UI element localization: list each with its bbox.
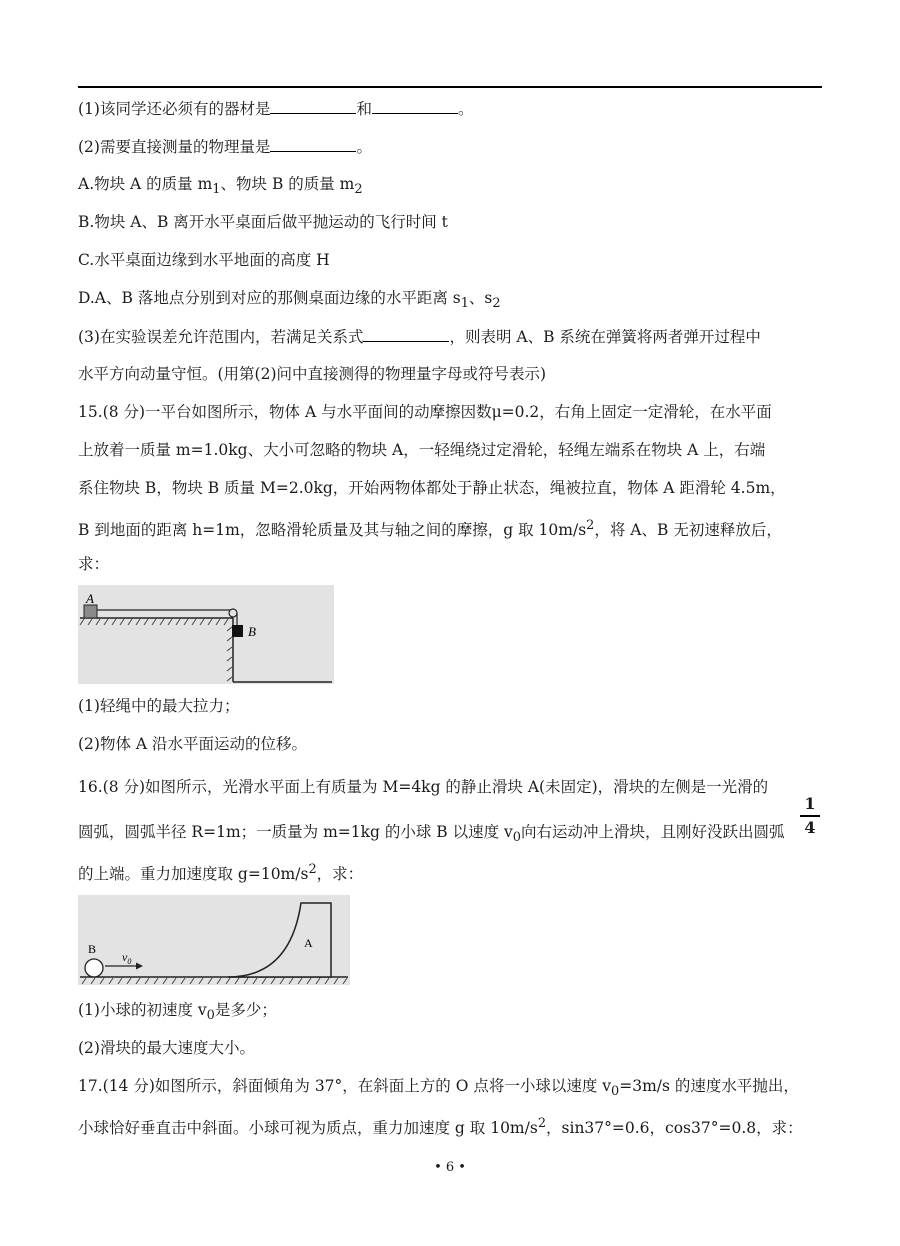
p16-question1	[78, 999, 822, 1027]
wall-hatch	[227, 627, 232, 681]
p16-line3	[78, 859, 822, 885]
header-rule	[78, 86, 822, 88]
subscript: 1	[460, 296, 469, 312]
answer-blank-4[interactable]	[363, 325, 449, 342]
option-a	[78, 173, 822, 201]
option-c: C.水平桌面边缘到水平地面的高度 H	[78, 251, 330, 269]
option-a-text-2: 、物块 B 的质量 m	[220, 175, 355, 193]
label-a: A	[86, 591, 94, 606]
label-v-subscript: 0	[127, 957, 132, 966]
p15-line1: 15.(8 分)一平台如图所示，物体 A 与水平面间的动摩擦因数μ=0.2，右角上固定一定滑轮，在水平面	[78, 403, 772, 421]
q14-part3-text-2: ，则表明 A、B 系统在弹簧将两者弹开过程中	[449, 328, 761, 346]
p16-line1: 16.(8 分)如图所示，光滑水平面上有质量为 M=4kg 的静止滑块 A(未固定)，滑块的左侧是一光滑的	[78, 778, 769, 796]
fraction-denominator: 4	[804, 817, 816, 837]
q14-part1	[78, 97, 822, 120]
label-b: B	[248, 624, 256, 639]
q14-part3-text: (3)在实验误差允许范围内，若满足关系式	[78, 328, 364, 346]
p16-question1-text-2: 是多少；	[214, 1001, 277, 1019]
p16-line3-text: 的上端。重力加速度取 g=10m/s	[78, 865, 309, 884]
p15-line4	[78, 515, 822, 541]
p15-line2: 上放着一质量 m=1.0kg、大小可忽略的物块 A，一轻绳绕过定滑轮，轻绳左端系在物块 A 上，右端	[78, 441, 766, 459]
p15-line4-text-2: ，将 A、B 无初速释放后，	[594, 521, 782, 540]
fraction-bar	[800, 815, 820, 817]
p17-line1	[78, 1075, 822, 1103]
p15-question1: (1)轻绳中的最大拉力；	[78, 697, 240, 715]
q14-part2-text: (2)需要直接测量的物理量是	[78, 138, 271, 156]
p16-question2: (2)滑块的最大速度大小。	[78, 1039, 255, 1057]
arrow-head-icon	[136, 963, 143, 970]
subscript: 2	[354, 182, 363, 198]
q14-part1-end: 。	[457, 100, 474, 118]
p15-figure	[78, 585, 334, 684]
p16-figure	[78, 895, 350, 985]
q14-part1-and: 和	[356, 100, 372, 118]
platform-diagram	[78, 585, 334, 684]
q14-part2-end: 。	[356, 138, 372, 156]
subscript: 0	[206, 1008, 215, 1024]
ball-b	[85, 959, 103, 977]
p16-line3-text-2: ，求：	[316, 865, 364, 884]
p17-line2-text: 小球恰好垂直击中斜面。小球可视为质点，重力加速度 g 取 10m/s	[78, 1119, 538, 1138]
answer-blank-1[interactable]	[270, 97, 356, 114]
p17-line1-text: 17.(14 分)如图所示，斜面倾角为 37°，在斜面上方的 O 点将一小球以速度 v	[78, 1077, 612, 1095]
q14-part3	[78, 325, 822, 348]
option-b: B.物块 A、B 离开水平桌面后做平抛运动的飞行时间 t	[78, 213, 448, 231]
p17-line1-text-2: =3m/s 的速度水平抛出，	[619, 1077, 799, 1095]
label-v: v	[122, 950, 128, 964]
option-d-text-2: 、s	[468, 289, 493, 307]
slider-diagram	[78, 895, 350, 985]
answer-blank-3[interactable]	[270, 135, 356, 152]
p16-line2	[78, 821, 822, 849]
page-number: • 6 •	[434, 1160, 466, 1175]
subscript: 0	[512, 830, 522, 846]
subscript: 0	[611, 1084, 620, 1100]
label-a: A	[304, 936, 313, 950]
p17-line2	[78, 1113, 822, 1139]
pulley	[229, 609, 237, 617]
p16-line2-text: 圆弧，圆弧半径 R=1m；一质量为 m=1kg 的小球 B 以速度 v	[78, 823, 513, 841]
p15-line3: 系住物块 B，物块 B 质量 M=2.0kg，开始两物体都处于静止状态，绳被拉直，物体 A 距滑轮 4.5m，	[78, 479, 786, 497]
p15-line4-text: B 到地面的距离 h=1m，忽略滑轮质量及其与轴之间的摩擦，g 取 10m/s	[78, 521, 587, 540]
superscript: 2	[537, 1116, 547, 1131]
superscript: 2	[586, 518, 595, 533]
superscript: 2	[308, 862, 317, 877]
p15-question2: (2)物体 A 沿水平面运动的位移。	[78, 735, 308, 753]
block-a	[84, 605, 97, 618]
platform-hatch	[80, 619, 228, 625]
p16-line2-text-2: 向右运动冲上滑块，且刚好没跃出圆弧	[521, 823, 785, 841]
q14-part2	[78, 135, 822, 158]
p16-question1-text: (1)小球的初速度 v	[78, 1001, 207, 1019]
slider-a	[228, 903, 331, 977]
q14-part1-text: (1)该同学还必须有的器材是	[78, 100, 271, 118]
ground-hatch	[82, 978, 347, 984]
label-b: B	[88, 942, 97, 956]
option-d	[78, 287, 822, 315]
answer-blank-2[interactable]	[372, 97, 458, 114]
p15-line5: 求：	[78, 555, 110, 573]
option-d-text: D.A、B 落地点分别到对应的那侧桌面边缘的水平距离 s	[78, 289, 461, 307]
subscript: 2	[492, 296, 501, 312]
fraction-numerator: 1	[804, 794, 816, 813]
q14-part3-line2: 水平方向动量守恒。(用第(2)问中直接测得的物理量字母或符号表示)	[78, 365, 547, 383]
p17-line2-text-2: ，sin37°=0.6，cos37°=0.8，求：	[546, 1119, 803, 1138]
option-a-text: A.物块 A 的质量 m	[78, 175, 213, 193]
label-v0	[122, 950, 131, 966]
subscript: 1	[212, 182, 221, 198]
block-b	[232, 625, 243, 637]
